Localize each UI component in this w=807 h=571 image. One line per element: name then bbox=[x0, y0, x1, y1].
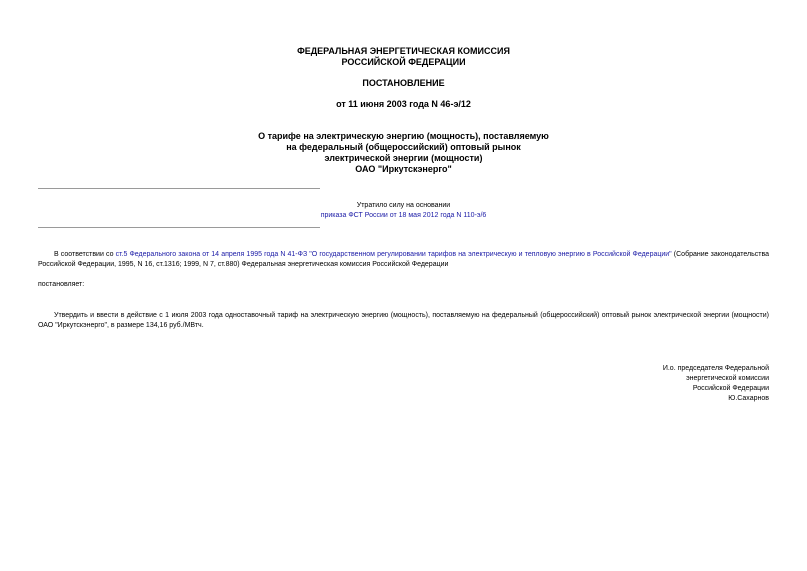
title-line-2: на федеральный (общероссийский) оптовый рынок bbox=[286, 142, 521, 152]
title-line-3: электрической энергии (мощности) bbox=[324, 153, 483, 163]
issuer-line-1: ФЕДЕРАЛЬНАЯ ЭНЕРГЕТИЧЕСКАЯ КОМИССИЯ bbox=[297, 46, 510, 56]
status-note: Утратило силу на основании bbox=[356, 202, 451, 209]
title-line-4: ОАО "Иркутскэнерго" bbox=[355, 164, 452, 174]
signature-line-3: Российской Федерации bbox=[692, 385, 769, 392]
divider-bottom bbox=[38, 227, 320, 228]
preamble-suffix: (Собрание законодательства Российской Федерации, 1995, N 16, ст.1316; 1999, N 7, ст.880) Федеральная энергетическая комиссия Российской Федерации bbox=[38, 251, 769, 268]
signatory-name: Ю.Сахарнов bbox=[728, 395, 769, 402]
repeal-order-link[interactable]: приказа ФСТ России от 18 мая 2012 года N 110-э/6 bbox=[320, 212, 487, 219]
document-date: от 11 июня 2003 года N 46-э/12 bbox=[336, 99, 471, 109]
divider-top bbox=[38, 188, 320, 189]
body-paragraph bbox=[38, 311, 769, 331]
signature-line-2: энергетической комиссии bbox=[686, 375, 769, 382]
document-type: ПОСТАНОВЛЕНИЕ bbox=[362, 78, 445, 88]
preamble-prefix: В соответствии со bbox=[54, 251, 116, 258]
title-line-1: О тарифе на электрическую энергию (мощность), поставляемую bbox=[258, 131, 549, 141]
preamble-paragraph bbox=[38, 250, 769, 270]
issuer-line-2: РОССИЙСКОЙ ФЕДЕРАЦИИ bbox=[341, 57, 466, 67]
body-text: Утвердить и ввести в действие с 1 июля 2003 года одноставочный тариф на электрическую энергию (мощность), поставляемую на федеральный (общероссийский) оптовый рынок электрической энергии (мощности) ОАО "Иркутскэнерго", в размере 134,16 руб./МВтч. bbox=[38, 312, 769, 329]
signature-block bbox=[663, 364, 769, 404]
federal-law-link[interactable]: ст.5 Федерального закона от 14 апреля 1995 года N 41-ФЗ "О государственном регулировании тарифов на электрическую и тепловую энергию в Российской Федерации" bbox=[115, 251, 672, 258]
status-link-container bbox=[0, 211, 807, 221]
signature-line-1: И.о. председателя Федеральной bbox=[662, 365, 769, 372]
resolves-text: постановляет: bbox=[38, 281, 85, 288]
